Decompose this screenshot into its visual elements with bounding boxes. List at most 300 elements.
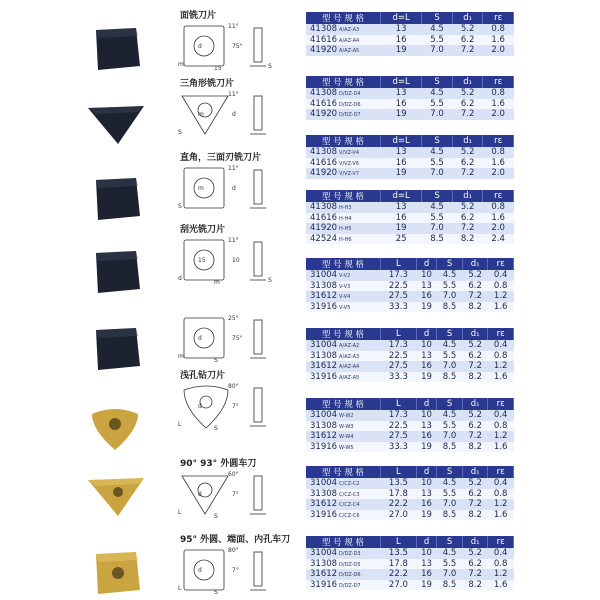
spec-value: 5.5 [437,421,463,432]
spec-value: 1.6 [488,442,514,453]
spec-table-header [306,76,514,88]
spec-value: 6.2 [452,158,483,169]
drawing-label: 11° [228,23,239,30]
section-title: 直角，三面刃铣刀片 [180,153,262,163]
column-header: d [416,536,436,548]
drawing-label: 75° [232,43,243,50]
spec-value: 27.0 [381,510,417,521]
model-code: 31308 V-V3 [306,281,381,292]
spec-value: 8.5 [437,510,463,521]
spec-value: 5.5 [437,351,463,362]
drawing-label: m [198,185,204,192]
column-header: d [416,398,436,410]
column-header: d [416,466,436,478]
spec-value: 22.2 [381,569,417,580]
spec-value: 5.2 [462,478,488,489]
spec-value: 16 [381,213,422,224]
drawing-label: S [178,129,182,136]
spec-value: 7.0 [437,431,463,442]
spec-value: 25 [381,234,422,245]
table-row [306,548,514,559]
table-row [306,213,514,224]
spec-value: 19 [416,302,436,313]
spec-value: 1.2 [488,291,514,302]
spec-value: 8.2 [452,234,483,245]
model-code: 31612 V-V4 [306,291,381,302]
spec-value: 0.8 [488,281,514,292]
column-header: 型 号 规 格 [306,12,381,24]
model-code: 31308 D/DZ-D5 [306,559,381,570]
spec-table [306,258,514,312]
insert-photo [78,322,152,376]
spec-value: 13 [416,489,436,500]
spec-value: 5.2 [452,202,483,213]
spec-value: 7.0 [437,291,463,302]
column-header: rε [488,328,514,340]
spec-value: 8.2 [462,580,488,591]
spec-value: 7.2 [462,569,488,580]
table-row [306,281,514,292]
spec-value: 10 [416,410,436,421]
table-row [306,442,514,453]
spec-value: 4.5 [422,147,453,158]
model-code: 41616 A/AZ-A4 [306,35,381,46]
spec-value: 6.2 [462,559,488,570]
column-header: rε [483,135,514,147]
spec-value: 5.2 [462,410,488,421]
spec-value: 7.2 [452,45,483,56]
spec-value: 13 [416,421,436,432]
spec-value: 33.3 [381,442,417,453]
spec-value: 0.8 [488,559,514,570]
technical-drawing [168,542,286,598]
spec-table-header [306,258,514,270]
spec-value: 10 [416,340,436,351]
column-header: rε [488,536,514,548]
column-header: rε [488,258,514,270]
spec-value: 27.5 [381,361,417,372]
spec-value: 0.4 [488,410,514,421]
spec-value: 0.4 [488,340,514,351]
model-code: 31916 W-W5 [306,442,381,453]
model-code: 31612 A/AZ-A4 [306,361,381,372]
column-header: L [381,466,417,478]
spec-value: 22.5 [381,421,417,432]
column-header: 型 号 规 格 [306,398,381,410]
column-header: rε [483,190,514,202]
spec-value: 17.8 [381,559,417,570]
spec-value: 13 [416,281,436,292]
insert-photo [78,245,152,299]
column-header: rε [488,466,514,478]
insert-photo [78,400,152,454]
spec-value: 4.5 [422,24,453,35]
table-row [306,158,514,169]
column-header: 型 号 规 格 [306,258,381,270]
column-header: 型 号 规 格 [306,328,381,340]
spec-value: 1.6 [488,510,514,521]
table-row [306,168,514,179]
spec-value: 5.2 [452,88,483,99]
spec-value: 4.5 [437,340,463,351]
insert-photo [78,172,152,226]
model-code: 31612 W-W4 [306,431,381,442]
column-header: d [416,258,436,270]
column-header: L [381,398,417,410]
technical-drawing [168,18,286,74]
model-code: 31004 C/CZ-C2 [306,478,381,489]
spec-table-header [306,466,514,478]
spec-table [306,466,514,520]
spec-value: 5.5 [422,213,453,224]
spec-value: 1.6 [488,372,514,383]
column-header: 型 号 规 格 [306,76,381,88]
model-code: 31916 V-V5 [306,302,381,313]
spec-value: 13 [416,351,436,362]
column-header: rε [483,12,514,24]
spec-value: 16 [381,99,422,110]
spec-value: 7.0 [422,223,453,234]
model-code: 31612 D/DZ-D6 [306,569,381,580]
model-code: 31004 V-V2 [306,270,381,281]
spec-value: 16 [381,158,422,169]
spec-value: 1.6 [488,580,514,591]
model-code: 31916 C/CZ-C6 [306,510,381,521]
spec-value: 0.4 [488,270,514,281]
section-title: 90° 93° 外圆车刀 [180,459,257,469]
model-code: 41308 A/AZ-A3 [306,24,381,35]
column-header: S [437,398,463,410]
column-header: d₁ [462,398,488,410]
spec-value: 7.0 [437,499,463,510]
drawing-label: m [178,353,184,360]
spec-value: 27.5 [381,291,417,302]
column-header: S [437,536,463,548]
table-row [306,489,514,500]
section-title: 刮光铣刀片 [180,225,226,235]
insert-photo [78,546,152,600]
table-row [306,478,514,489]
column-header: d₁ [452,12,483,24]
spec-value: 7.2 [462,361,488,372]
spec-value: 13 [381,88,422,99]
spec-table [306,76,514,120]
drawing-label: 11° [228,237,239,244]
spec-value: 10 [416,270,436,281]
spec-value: 0.8 [483,24,514,35]
column-header: L [381,536,417,548]
model-code: 41920 D/DZ-D7 [306,109,381,120]
column-header: d₁ [452,76,483,88]
technical-drawing [168,86,286,142]
insert-photo [78,22,152,76]
spec-value: 22.5 [381,281,417,292]
spec-value: 7.2 [462,499,488,510]
spec-value: 22.2 [381,499,417,510]
spec-value: 1.2 [488,361,514,372]
model-code: 41616 V/VZ-V6 [306,158,381,169]
spec-value: 13.5 [381,478,417,489]
spec-value: 8.5 [422,234,453,245]
drawing-label: d [198,403,202,410]
drawing-label: S [214,357,218,364]
spec-value: 8.2 [462,302,488,313]
model-code: 41308 H-H3 [306,202,381,213]
model-code: 41616 D/DZ-D6 [306,99,381,110]
spec-value: 5.5 [422,35,453,46]
spec-value: 7.0 [422,109,453,120]
drawing-label: d [232,185,236,192]
column-header: d=L [381,135,422,147]
technical-drawing [168,232,286,288]
model-code: 42524 H-H6 [306,234,381,245]
spec-value: 7.2 [452,109,483,120]
spec-value: 0.8 [488,351,514,362]
table-row [306,88,514,99]
spec-value: 33.3 [381,372,417,383]
spec-value: 6.2 [462,281,488,292]
spec-table-header [306,12,514,24]
table-row [306,24,514,35]
spec-value: 5.2 [462,270,488,281]
drawing-label: S [214,425,218,432]
spec-value: 4.5 [422,202,453,213]
spec-value: 16 [381,35,422,46]
spec-table-header [306,135,514,147]
spec-value: 19 [416,580,436,591]
drawing-label: d [198,335,202,342]
spec-value: 6.2 [452,35,483,46]
spec-table [306,398,514,452]
spec-table-header [306,536,514,548]
technical-drawing [168,466,286,522]
drawing-label: L [178,585,182,592]
spec-value: 5.5 [437,559,463,570]
spec-table [306,536,514,590]
spec-value: 2.0 [483,45,514,56]
column-header: S [422,190,453,202]
model-code: 31004 D/DZ-D3 [306,548,381,559]
spec-value: 1.6 [483,213,514,224]
section-title: 面铣刀片 [180,11,217,21]
spec-value: 10 [416,478,436,489]
column-header: 型 号 规 格 [306,190,381,202]
spec-value: 8.5 [437,302,463,313]
spec-value: 27.5 [381,431,417,442]
column-header: S [437,328,463,340]
column-header: S [422,76,453,88]
spec-value: 8.5 [437,372,463,383]
column-header: d=L [381,12,422,24]
section-title: 浅孔钻刀片 [180,371,226,381]
spec-value: 22.5 [381,351,417,362]
spec-value: 5.2 [462,340,488,351]
section-title: 95° 外圆、端面、内孔车刀 [180,535,291,545]
table-row [306,559,514,570]
spec-value: 13 [381,24,422,35]
spec-value: 19 [416,442,436,453]
drawing-label: 25° [228,315,239,322]
spec-value: 4.5 [437,270,463,281]
spec-value: 8.5 [437,580,463,591]
spec-table-header [306,328,514,340]
table-row [306,510,514,521]
column-header: d [416,328,436,340]
spec-value: 16 [416,569,436,580]
spec-value: 8.2 [462,442,488,453]
spec-value: 7.0 [422,45,453,56]
column-header: S [437,258,463,270]
column-header: d=L [381,76,422,88]
spec-value: 0.8 [483,147,514,158]
spec-value: 6.2 [452,213,483,224]
column-header: d₁ [462,328,488,340]
drawing-label: 7° [232,491,239,498]
spec-value: 19 [381,223,422,234]
spec-value: 0.4 [488,478,514,489]
spec-value: 7.2 [462,291,488,302]
column-header: 型 号 规 格 [306,536,381,548]
column-header: d=L [381,190,422,202]
spec-value: 16 [416,361,436,372]
spec-value: 17.3 [381,340,417,351]
spec-table [306,328,514,382]
spec-value: 7.0 [437,361,463,372]
spec-value: 1.6 [483,99,514,110]
spec-value: 2.0 [483,223,514,234]
column-header: L [381,328,417,340]
spec-value: 2.0 [483,109,514,120]
spec-value: 5.5 [422,99,453,110]
spec-value: 4.5 [437,410,463,421]
model-code: 41308 V/VZ-V4 [306,147,381,158]
spec-value: 5.2 [462,548,488,559]
spec-value: 13 [381,202,422,213]
drawing-label: 7° [232,403,239,410]
technical-drawing [168,310,286,366]
model-code: 31916 D/DZ-D7 [306,580,381,591]
model-code: 31916 A/AZ-A5 [306,372,381,383]
table-row [306,499,514,510]
drawing-label: L [178,509,182,516]
table-row [306,340,514,351]
drawing-label: S [178,203,182,210]
spec-value: 7.0 [422,168,453,179]
column-header: rε [488,398,514,410]
spec-table-header [306,398,514,410]
drawing-label: 80° [228,547,239,554]
spec-value: 19 [416,372,436,383]
drawing-label: 60° [228,471,239,478]
spec-value: 17.3 [381,410,417,421]
drawing-label: S [268,277,272,284]
spec-table [306,12,514,56]
drawing-label: d [198,491,202,498]
drawing-label: d [198,43,202,50]
spec-value: 1.2 [488,431,514,442]
spec-value: 1.6 [483,158,514,169]
spec-value: 19 [381,168,422,179]
drawing-label: L [178,421,182,428]
table-row [306,234,514,245]
spec-value: 16 [416,431,436,442]
spec-value: 17.8 [381,489,417,500]
model-code: 41920 A/AZ-A5 [306,45,381,56]
spec-value: 13 [416,559,436,570]
drawing-label: 10 [232,257,240,264]
spec-value: 7.0 [437,569,463,580]
section-title: 三角形铣刀片 [180,79,235,89]
table-row [306,372,514,383]
spec-value: 10 [416,548,436,559]
spec-value: 5.5 [422,158,453,169]
drawing-label: 11° [228,91,239,98]
drawing-label: m [214,279,220,286]
spec-value: 2.4 [483,234,514,245]
model-code: 31308 A/AZ-A3 [306,351,381,362]
drawing-label: 7° [232,567,239,574]
insert-photo [78,470,152,524]
insert-photo [78,98,152,152]
spec-value: 5.5 [437,489,463,500]
drawing-label: 11° [228,165,239,172]
spec-value: 19 [381,45,422,56]
column-header: L [381,258,417,270]
column-header: S [422,135,453,147]
column-header: d₁ [462,466,488,478]
model-code: 41920 V/VZ-V7 [306,168,381,179]
model-code: 31308 W-W3 [306,421,381,432]
spec-value: 7.2 [452,168,483,179]
drawing-label: S [214,513,218,520]
drawing-label: 15 [198,257,206,264]
model-code: 31612 C/CZ-C4 [306,499,381,510]
drawing-label: 15 [214,65,222,72]
model-code: 31004 W-W2 [306,410,381,421]
column-header: d₁ [452,190,483,202]
column-header: d₁ [462,258,488,270]
spec-value: 4.5 [437,478,463,489]
column-header: rε [483,76,514,88]
table-row [306,569,514,580]
technical-drawing [168,378,286,434]
drawing-label: d [232,111,236,118]
column-header: S [437,466,463,478]
table-row [306,147,514,158]
spec-value: 8.5 [437,442,463,453]
spec-value: 7.2 [462,431,488,442]
table-row [306,580,514,591]
table-row [306,410,514,421]
drawing-label: m [198,111,204,118]
table-row [306,45,514,56]
drawing-label: d [178,275,182,282]
spec-value: 5.5 [437,281,463,292]
spec-value: 1.2 [488,569,514,580]
spec-value: 6.2 [462,421,488,432]
spec-value: 0.8 [488,421,514,432]
model-code: 41920 H-H5 [306,223,381,234]
drawing-label: S [268,63,272,70]
spec-value: 17.3 [381,270,417,281]
technical-drawing [168,160,286,216]
drawing-label: 75° [232,335,243,342]
model-code: 31004 A/AZ-A2 [306,340,381,351]
spec-value: 6.2 [462,351,488,362]
spec-value: 33.3 [381,302,417,313]
table-row [306,291,514,302]
column-header: 型 号 规 格 [306,135,381,147]
